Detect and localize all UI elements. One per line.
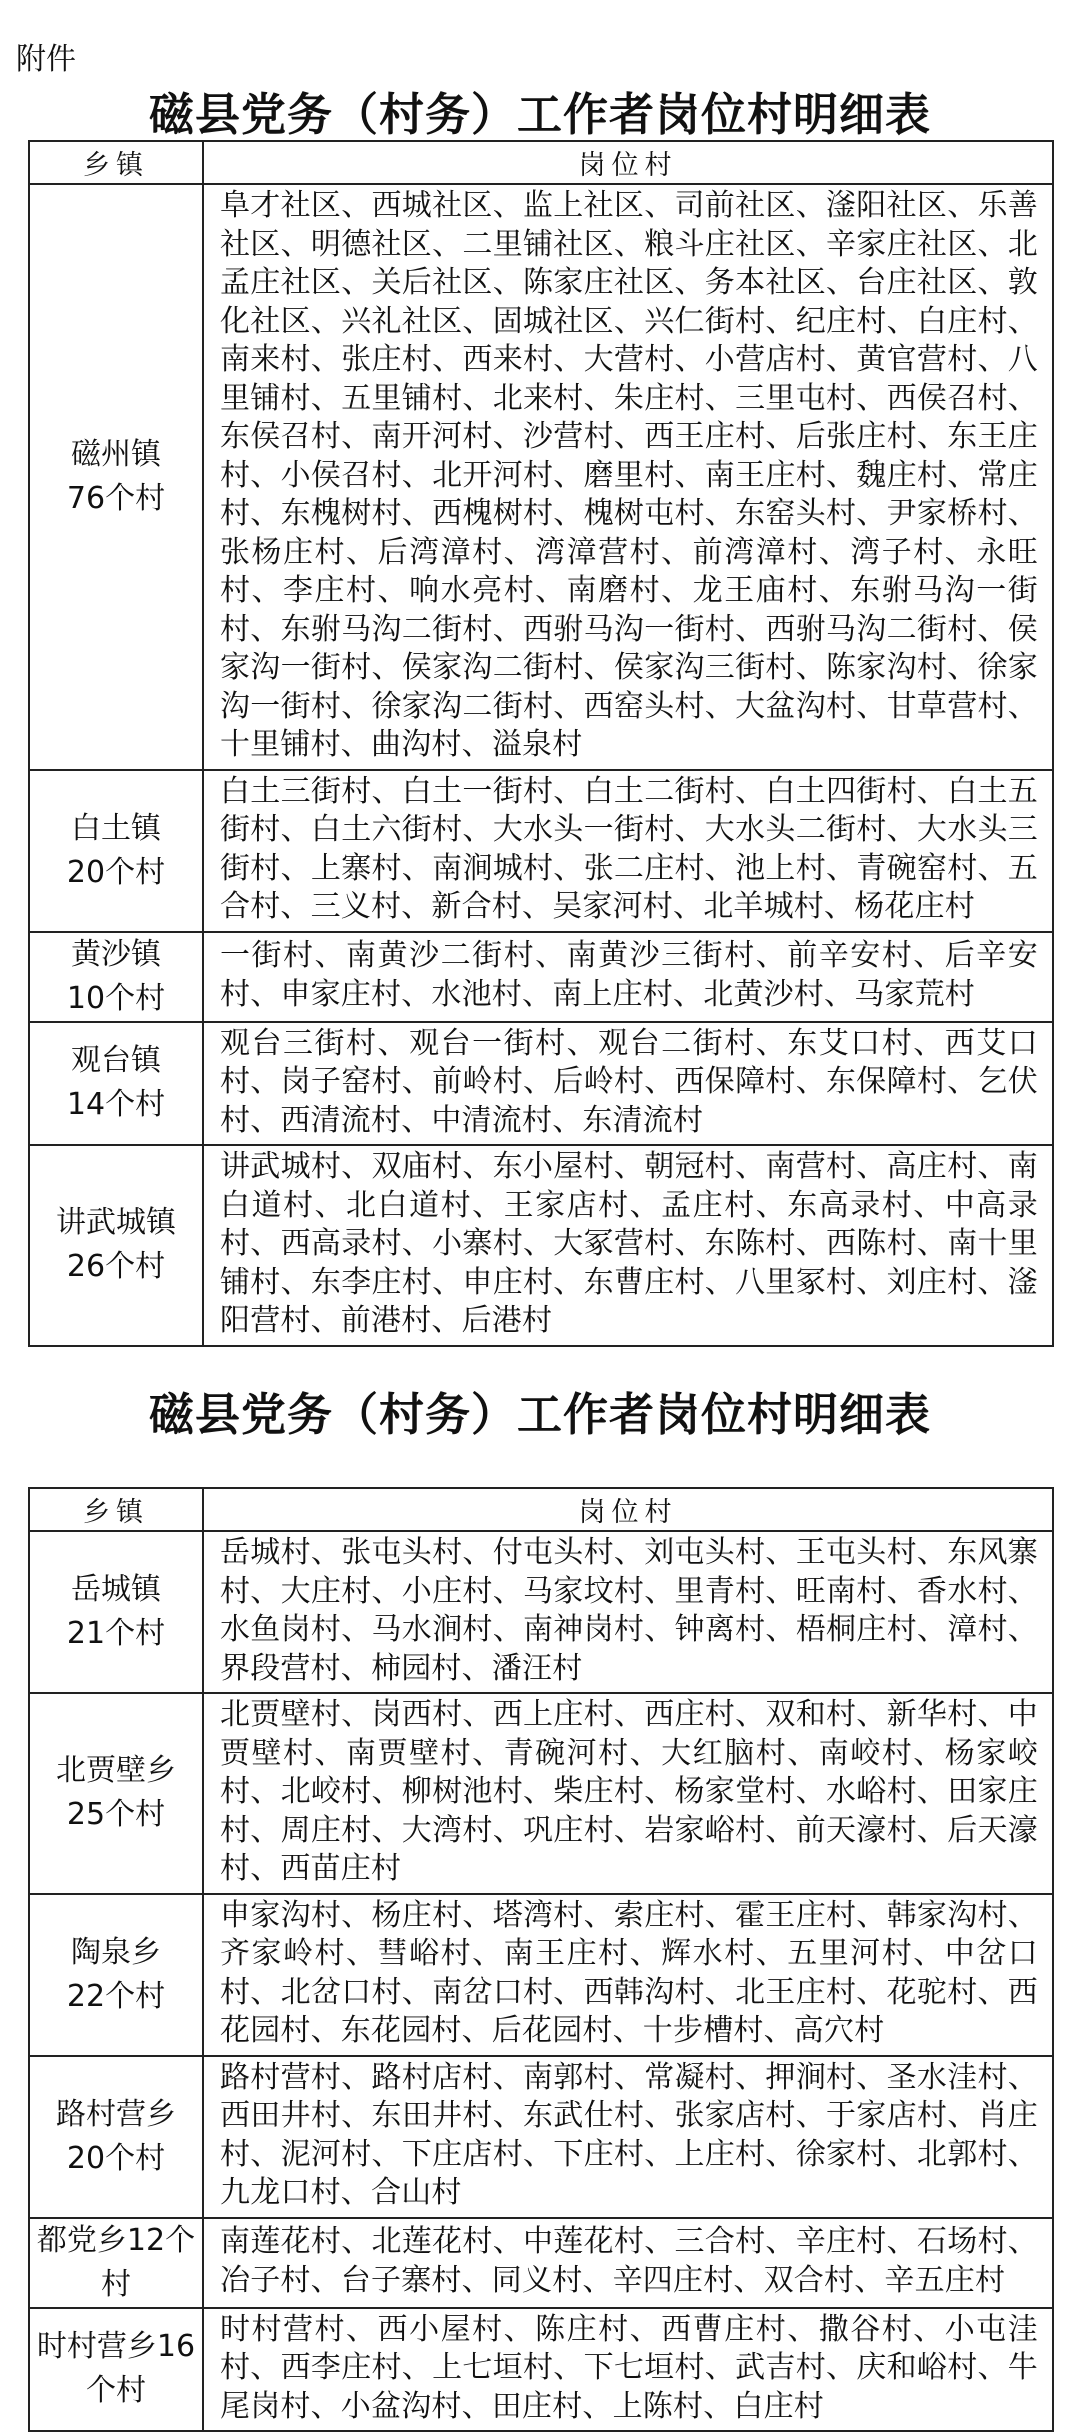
table-row [29, 932, 1053, 1022]
town-cell [29, 184, 203, 770]
town-name: 黄沙镇 [71, 936, 161, 972]
villages-cell: 一街村、南黄沙二街村、南黄沙三街村、前辛安村、后辛安村、申家庄村、水池村、南上庄村、北黄沙村、马家荒村 [203, 932, 1053, 1022]
village-count: 20个村 [66, 2140, 166, 2176]
village-count: 14个村 [66, 1087, 166, 1123]
town-cell [29, 1693, 203, 1894]
table-header-row [29, 1488, 1053, 1531]
detail-table-2 [28, 1487, 1054, 2432]
town-name: 观台镇 [71, 1043, 161, 1079]
village-count: 20个村 [66, 854, 166, 890]
village-count: 10个村 [66, 980, 166, 1016]
town-name: 北贾壁乡 [56, 1753, 176, 1789]
header-villages: 岗位村 [203, 141, 1053, 184]
town-cell [29, 1894, 203, 2056]
villages-cell: 岳城村、张屯头村、付屯头村、刘屯头村、王屯头村、东风寨村、大庄村、小庄村、马家坟村、里青村、旺南村、香水村、水鱼岗村、马水涧村、南神岗村、钟离村、梧桐庄村、漳村、界段营村、柿园村、潘汪村 [203, 1531, 1053, 1693]
table-row [29, 1693, 1053, 1894]
table-row [29, 2056, 1053, 2218]
village-count: 22个村 [66, 1978, 166, 2014]
town-cell [29, 2056, 203, 2218]
villages-cell: 时村营村、西小屋村、陈庄村、西曹庄村、撒谷村、小屯洼村、西李庄村、上七垣村、下七垣村、武吉村、庆和峪村、牛尾岗村、小盆沟村、田庄村、上陈村、白庄村 [203, 2308, 1053, 2432]
page-title-repeat: 磁县党务（村务）工作者岗位村明细表 [148, 1388, 931, 1441]
villages-cell: 路村营村、路村店村、南郭村、常凝村、押涧村、圣水洼村、西田井村、东田井村、东武仕村、张家店村、于家店村、肖庄村、泥河村、下庄店村、下庄村、上庄村、徐家村、北郭村、九龙口村、合山村 [203, 2056, 1053, 2218]
village-count: 21个村 [66, 1616, 166, 1651]
header-villages: 岗位村 [203, 1488, 1053, 1531]
table-row [29, 1531, 1053, 1693]
table-row [29, 1145, 1053, 1346]
villages-cell: 观台三街村、观台一街村、观台二街村、东艾口村、西艾口村、岗子窑村、前岭村、后岭村、西保障村、东保障村、乞伏村、西清流村、中清流村、东清流村 [203, 1022, 1053, 1146]
village-count: 25个村 [66, 1797, 166, 1833]
village-count: 26个村 [66, 1249, 166, 1285]
table-row [29, 184, 1053, 770]
town-cell [29, 770, 203, 932]
town-name: 陶泉乡 [71, 1934, 161, 1970]
attachment-label: 附件 [16, 42, 76, 77]
town-name: 路村营乡 [56, 2096, 176, 2132]
town-cell [29, 1531, 203, 1693]
town-cell: 都党乡12个村 [29, 2218, 203, 2308]
detail-table-1 [28, 140, 1054, 1347]
table-header-row [29, 141, 1053, 184]
table-row [29, 770, 1053, 932]
villages-cell: 申家沟村、杨庄村、塔湾村、索庄村、霍王庄村、韩家沟村、齐家岭村、彗峪村、南王庄村、辉水村、五里河村、中岔口村、北岔口村、南岔口村、西韩沟村、北王庄村、花驼村、西花园村、东花园村、后花园村、十步槽村、高穴村 [203, 1894, 1053, 2056]
villages-cell: 讲武城村、双庙村、东小屋村、朝冠村、南营村、高庄村、南白道村、北白道村、王家店村、孟庄村、东高录村、中高录村、西高录村、小寨村、大冢营村、东陈村、西陈村、南十里铺村、东李庄村、申庄村、东曹庄村、八里冢村、刘庄村、滏阳营村、前港村、后港村 [203, 1145, 1053, 1346]
table-row [29, 1022, 1053, 1146]
town-cell [29, 1145, 203, 1346]
header-town: 乡镇 [29, 1488, 203, 1531]
table-row [29, 1894, 1053, 2056]
villages-cell: 阜才社区、西城社区、监上社区、司前社区、滏阳社区、乐善社区、明德社区、二里铺社区、粮斗庄社区、辛家庄社区、北孟庄社区、关后社区、陈家庄社区、务本社区、台庄社区、敦化社区、兴礼社区、固城社区、兴仁街村、纪庄村、白庄村、南来村、张庄村、西来村、大营村、小营店村、黄官营村、八里铺村、五里铺村、北来村、朱庄村、三里屯村、西侯召村、东侯召村、南开河村、沙营村、西王庄村、后张庄村、东王庄村、小侯召村、北开河村、磨里村、南王庄村、魏庄村、常庄村、东槐树村、西槐树村、槐树屯村、东窑头村、尹家桥村、张杨庄村、后湾漳村、湾漳营村、前湾漳村、湾子村、永旺村、李庄村、响水亮村、南磨村、龙王庙村、东驸马沟一街村、东驸马沟二街村、西驸马沟一街村、西驸马沟二街村、侯家沟一街村、侯家沟二街村、侯家沟三街村、陈家沟村、徐家沟一街村、徐家沟二街村、西窑头村、大盆沟村、甘草营村、十里铺村、曲沟村、溢泉村 [203, 184, 1053, 770]
town-name: 白土镇 [71, 810, 161, 846]
village-count: 76个村 [66, 480, 166, 516]
villages-cell: 北贾壁村、岗西村、西上庄村、西庄村、双和村、新华村、中贾壁村、南贾壁村、青碗河村、大红脑村、南峧村、杨家峧村、北峧村、柳树池村、柴庄村、杨家堂村、水峪村、田家庄村、周庄村、大湾村、巩庄村、岩家峪村、前天濠村、后天濠村、西苗庄村 [203, 1693, 1053, 1894]
table-row [29, 2218, 1053, 2308]
page-title: 磁县党务（村务）工作者岗位村明细表 [148, 88, 931, 141]
town-cell: 时村营乡16个村 [29, 2308, 203, 2432]
villages-cell: 南莲花村、北莲花村、中莲花村、三合村、辛庄村、石场村、冶子村、台子寨村、同义村、辛四庄村、双合村、辛五庄村 [203, 2218, 1053, 2308]
header-town: 乡镇 [29, 141, 203, 184]
town-name: 磁州镇 [71, 436, 161, 472]
town-name: 讲武城镇 [56, 1205, 176, 1241]
town-name: 岳城镇 [71, 1572, 161, 1607]
town-cell [29, 932, 203, 1022]
table-row [29, 2308, 1053, 2432]
town-cell [29, 1022, 203, 1146]
villages-cell: 白土三街村、白土一街村、白土二街村、白土四街村、白土五街村、白土六街村、大水头一街村、大水头二街村、大水头三街村、上寨村、南涧城村、张二庄村、池上村、青碗窑村、五合村、三义村、新合村、吴家河村、北羊城村、杨花庄村 [203, 770, 1053, 932]
